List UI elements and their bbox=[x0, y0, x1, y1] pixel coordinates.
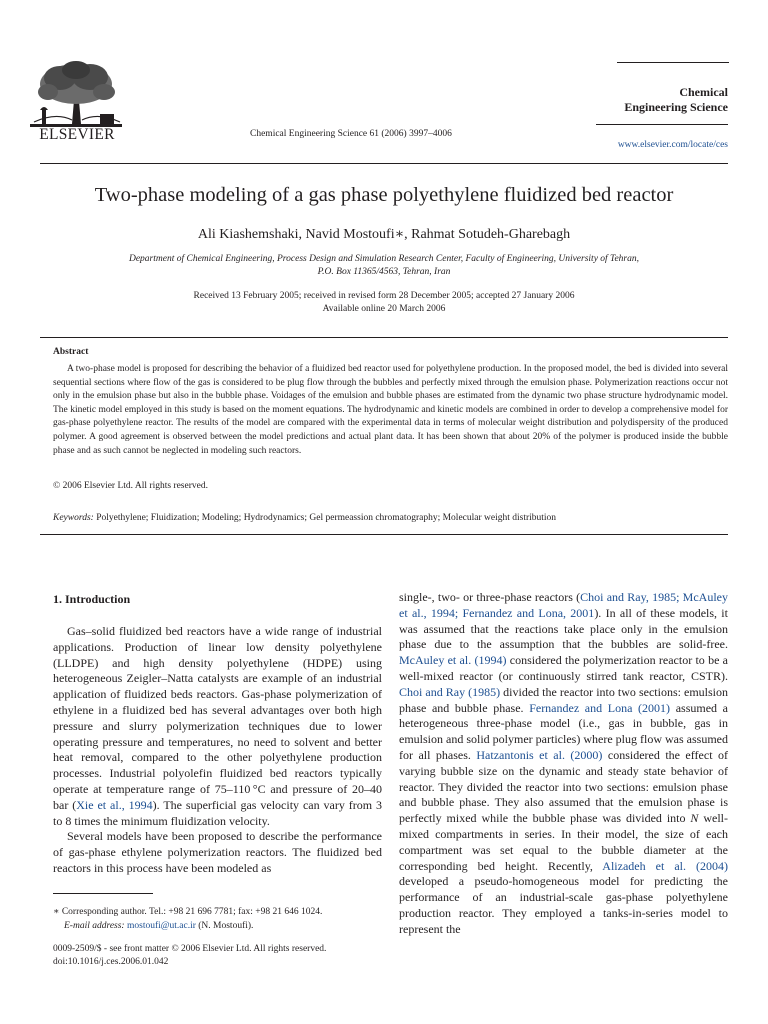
footnote-rule bbox=[53, 893, 153, 894]
abstract-bottom-divider bbox=[40, 534, 728, 535]
issn-line: 0009-2509/$ - see front matter © 2006 Elsevier Ltd. All rights reserved. bbox=[53, 944, 327, 954]
paragraph-text: divided the reactor into two sections: emulsion phase and bubble phase. bbox=[399, 684, 728, 715]
intro-paragraph-2-continued bbox=[399, 590, 728, 938]
journal-title-bottom-rule bbox=[596, 124, 728, 125]
dates-online: Available online 20 March 2006 bbox=[322, 304, 446, 314]
issn-block bbox=[53, 943, 383, 969]
journal-url-link[interactable]: www.elsevier.com/locate/ces bbox=[617, 140, 728, 150]
citation-link[interactable]: McAuley et al. (1994) bbox=[399, 653, 507, 668]
email-line bbox=[53, 920, 383, 934]
math-variable: N bbox=[690, 811, 699, 826]
paragraph-text: ). The superficial gas velocity can vary from 3 to 8 times the minimum fluidization velocity. bbox=[53, 797, 382, 828]
citation-link[interactable]: Choi and Ray, 1985; McAuley et al., 1994; Fernandez and Lona, 2001 bbox=[399, 590, 728, 620]
abstract-heading: Abstract bbox=[53, 347, 89, 357]
email-suffix: (N. Mostoufi). bbox=[195, 920, 254, 931]
author-list: Ali Kiashemshaki, Navid Mostoufi∗, Rahmat Sotudeh-Gharebagh bbox=[197, 227, 571, 242]
dates-received: Received 13 February 2005; received in revised form 28 December 2005; accepted 27 January 2006 bbox=[193, 291, 575, 301]
paragraph-text: Gas–solid fluidized bed reactors have a wide range of industrial applications. Production of linear low density polyethylene (LLDPE) and high density polyethylene (HDPE) using heterogeneous Zeigler–Natta catalysts are example of an industrial application of fluidized beds reactors. Gas-phase polymerization of ethylene in a fluidized bed has several advantages over both high pressure and slurry polymerization techniques due to lower operating pressure and temperatures, no need to solvent and better heat removal, compared to the other polyethylene production processes. Industrial polyolefin fluidized bed reactors typically operate at temperature range of 75–110 °C and pressure of 20–40 bar ( bbox=[53, 624, 382, 812]
email-label: E-mail address: bbox=[64, 920, 125, 931]
journal-citation: Chemical Engineering Science 61 (2006) 3997–4006 bbox=[250, 129, 452, 139]
article-title: Two-phase modeling of a gas phase polyethylene fluidized bed reactor bbox=[94, 184, 674, 206]
paragraph-text: developed a pseudo-homogeneous model for predicting the performance of an industrial-scale gas-phase polyethylene production reactor. They employed a tanks-in-series model to represent the bbox=[399, 874, 728, 936]
abstract-copyright: © 2006 Elsevier Ltd. All rights reserved. bbox=[53, 481, 208, 491]
paragraph-text: well-mixed compartments in series. In their model, the size of each compartment was set equal to the bubble diameter at the corresponding bed height. Recently, bbox=[399, 811, 728, 873]
abstract-body: A two-phase model is proposed for describing the behavior of a fluidized bed reactor used for polyethylene production. In the proposed model, the bed is divided into several sequential sections where flow of the gas is considered to be plug flow through the bubbles and perfectly mixed through the emulsion phase. Polymerization reactions occur not only in the emulsion phase but also in the bubble phase. Voidages of the emulsion and bubble phases are estimated from the dynamic two phase structure hydrodynamic model. The kinetic model employed in this study is based on the moment equations. The hydrodynamic and kinetic models are combined in order to develop a comprehensive model for gas-phase polyethylene reactor. The results of the model are compared with the experimental data in terms of molecular weight distribution and polydispersity of the produced polymer. A good agreement is observed between the model predictions and actual plant data. It has been shown that about 20% of the polymer is produced inside the bubble phase and as such cannot be neglected in modeling such reactors. bbox=[53, 364, 728, 456]
citation-link[interactable]: Xie et al., 1994 bbox=[76, 797, 153, 812]
paragraph-text: considered the effect of varying bubble size on the dynamic and steady state behavior of reactor. They divided the reactor into two sections: emulsion phase and bubble phase. They also assumed that the emulsion phase is perfectly mixed while the bubble phase was divided into bbox=[399, 747, 728, 826]
email-link[interactable]: mostoufi@ut.ac.ir bbox=[126, 920, 196, 931]
affiliation-line2: P.O. Box 11365/4563, Tehran, Iran bbox=[317, 267, 451, 277]
paragraph-text: assumed a heterogeneous three-phase model (i.e., gas in bubble, gas in emulsion and solid polymer particles) where plug flow was assumed for all phases. bbox=[399, 700, 728, 762]
right-column bbox=[399, 590, 728, 938]
intro-paragraph-1 bbox=[53, 624, 382, 829]
paragraph-text: considered the polymerization reactor to be a well-mixed reactor (or continuously stirred tank reactor, CSTR). bbox=[399, 653, 729, 683]
keywords-text: Polyethylene; Fluidization; Modeling; Hydrodynamics; Gel permeassion chromatography; Molecular weight distribution bbox=[93, 513, 557, 523]
intro-paragraph-2: Several models have been proposed to describe the performance of gas-phase ethylene polymerization reactors. The fluidized bed reactors in this process have been modeled as bbox=[53, 829, 382, 875]
publisher-name: ELSEVIER bbox=[39, 126, 115, 143]
elsevier-tree-logo-icon bbox=[26, 60, 126, 132]
paragraph-text: ). In all of these models, it was assumed that the reactions take place only in the emulsion phase due to the assumption that the bubbles are solid-free. bbox=[399, 605, 728, 652]
affiliation bbox=[90, 253, 678, 279]
doi-line: doi:10.1016/j.ces.2006.01.042 bbox=[53, 957, 169, 967]
journal-title-line1: Chemical bbox=[679, 85, 728, 99]
article-history bbox=[40, 290, 728, 316]
corresponding-author-note: ∗ Corresponding author. Tel.: +98 21 696 7781; fax: +98 21 646 1024. bbox=[53, 907, 323, 917]
journal-title-line2: Engineering Science bbox=[624, 100, 728, 114]
citation-link[interactable]: Choi and Ray (1985) bbox=[399, 684, 501, 699]
citation-link[interactable]: Hatzantonis et al. (2000) bbox=[476, 747, 603, 762]
section-heading-introduction: 1. Introduction bbox=[53, 592, 131, 606]
paragraph-text: single-, two- or three-phase reactors ( bbox=[399, 590, 581, 604]
citation-link[interactable]: Alizadeh et al. (2004) bbox=[602, 858, 729, 873]
affiliation-line1: Department of Chemical Engineering, Process Design and Simulation Research Center, Faculty of Engineering, University of Tehran, bbox=[128, 254, 640, 264]
journal-title bbox=[600, 85, 728, 115]
keywords-label: Keywords: bbox=[53, 513, 94, 523]
keywords bbox=[53, 513, 556, 523]
footnote bbox=[53, 906, 383, 933]
left-column bbox=[53, 624, 382, 877]
header-divider bbox=[40, 163, 728, 164]
abstract-top-divider bbox=[40, 337, 728, 338]
journal-title-top-rule bbox=[617, 62, 729, 63]
citation-link[interactable]: Fernandez and Lona (2001) bbox=[529, 700, 671, 715]
